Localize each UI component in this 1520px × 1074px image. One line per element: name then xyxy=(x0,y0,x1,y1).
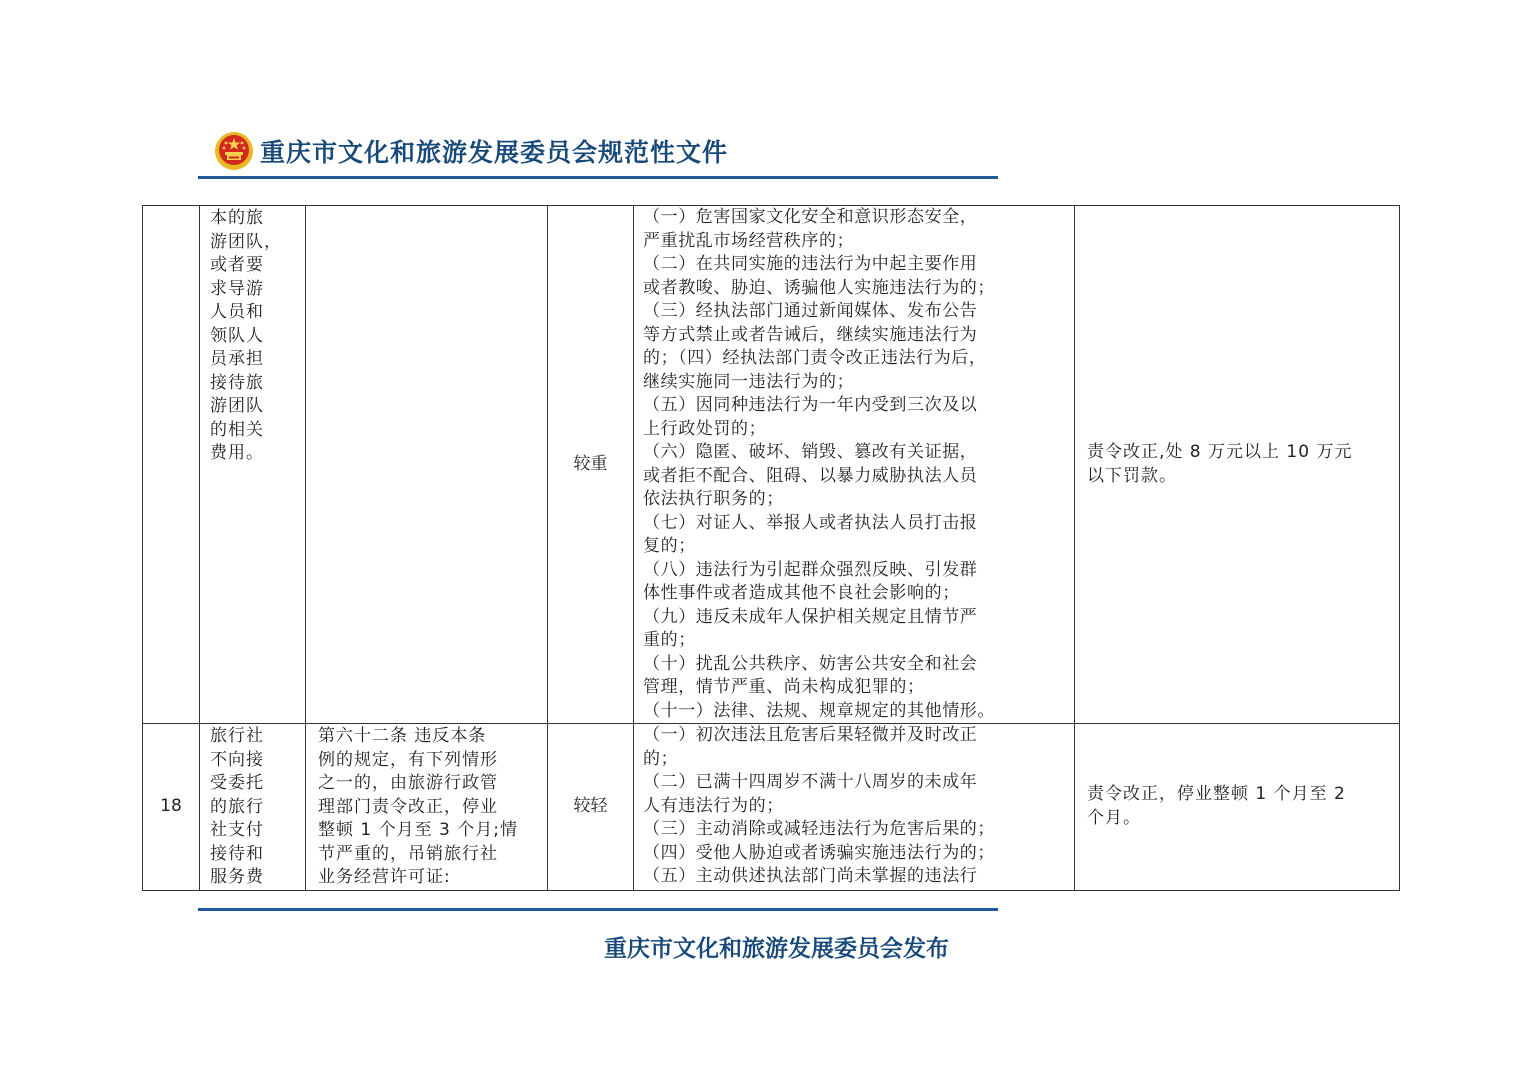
table-row xyxy=(143,724,1400,891)
violation-act-cell xyxy=(200,724,306,891)
circumstances-text: （一）危害国家文化安全和意识形态安全， 严重扰乱市场经营秩序的； （二）在共同实施的违法行为中起主要作用 或者教唆、胁迫、诱骗他人实施违法行为的； （三）经执法部门通过新闻媒体、发布公告 等方式禁止或者告诫后，继续实施违法行为 的；（四）经执法部门责令改正违法行为后， 继续实施同一违法行为的； （五）因同种违法行为一年内受到三次及以 上行政处罚的； （六）隐匿、破坏、销毁、篡改有关证据， 或者拒不配合、阻碍、以暴力威胁执法人员 依法执行职务的； （七）对证人、举报人或者执法人员打击报 复的； （八）违法行为引起群众强烈反映、引发群 体性事件或者造成其他不良社会影响的； （九）违反未成年人保护相关规定且情节严 重的； （十）扰乱公共秩序、妨害公共安全和社会 管理，情节严重、尚未构成犯罪的； （十一）法律、法规、规章规定的其他情形。 xyxy=(643,207,995,721)
legal-basis-text: 第六十二条 违反本条 例的规定，有下列情形 之一的，由旅游行政管 理部门责令改正，停业 整顿 1 个月至 3 个月;情 节严重的，吊销旅行社 业务经营许可证: xyxy=(318,726,518,887)
table-row xyxy=(143,206,1400,724)
row-number-cell xyxy=(143,724,200,891)
page-title: 重庆市文化和旅游发展委员会规范性文件 xyxy=(260,138,729,167)
severity-level-cell xyxy=(548,206,634,724)
row-number: 18 xyxy=(160,796,182,816)
footer-publisher: 重庆市文化和旅游发展委员会发布 xyxy=(604,935,949,962)
footer-rule xyxy=(198,908,998,911)
national-emblem-icon xyxy=(214,131,254,171)
circumstances-cell xyxy=(634,724,1075,891)
page-header xyxy=(214,128,728,174)
legal-basis-text xyxy=(306,206,547,207)
penalty-cell xyxy=(1075,206,1400,724)
penalty-text: 责令改正，停业整顿 1 个月至 2 个月。 xyxy=(1087,784,1346,828)
violation-act-text: 旅行社 不向接 受委托 的旅行 社支付 接待和 服务费 xyxy=(210,726,264,887)
legal-basis-cell xyxy=(306,206,548,724)
violation-act-text: 本的旅 游团队， 或者要 求导游 人员和 领队人 员承担 接待旅 游团队 的相关 费用。 xyxy=(210,208,282,463)
violation-act-cell xyxy=(200,206,306,724)
legal-basis-cell xyxy=(306,724,548,891)
severity-level: 较轻 xyxy=(573,796,608,816)
circumstances-cell xyxy=(634,206,1075,724)
penalty-text: 责令改正,处 8 万元以上 10 万元 以下罚款。 xyxy=(1087,442,1353,486)
circumstances-text: （一）初次违法且危害后果轻微并及时改正 的； （二）已满十四周岁不满十八周岁的未成年 人有违法行为的； （三）主动消除或减轻违法行为危害后果的； （四）受他人胁迫或者诱骗实施违法行为的； （五）主动供述执法部门尚未掌握的违法行 xyxy=(643,725,995,886)
header-rule xyxy=(198,176,998,179)
severity-level-cell xyxy=(548,724,634,891)
row-number-cell xyxy=(143,206,200,724)
penalty-cell xyxy=(1075,724,1400,891)
severity-level: 较重 xyxy=(573,453,608,474)
penalty-table xyxy=(142,205,1400,891)
